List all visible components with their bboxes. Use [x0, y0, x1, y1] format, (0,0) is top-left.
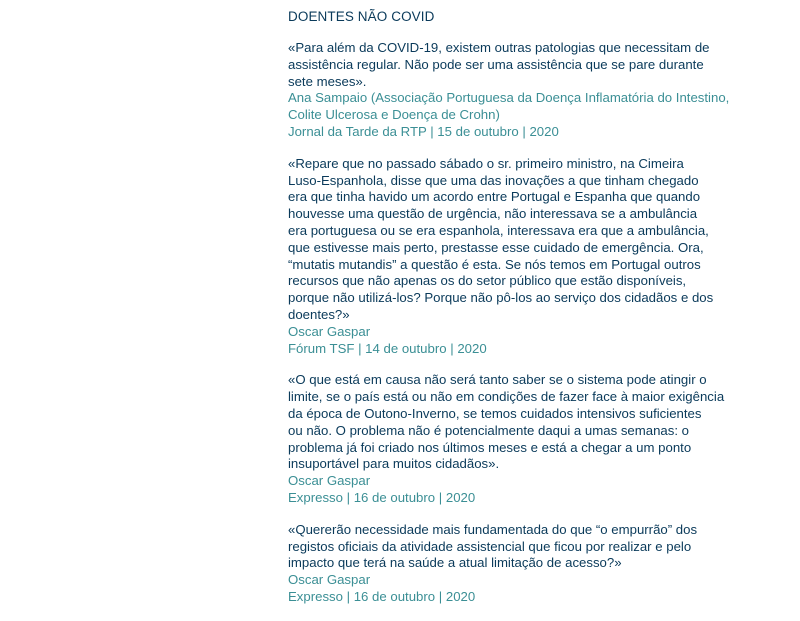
quote-line: «Para além da COVID-19, existem outras patologias que necessitam de — [288, 40, 710, 55]
author-line: Oscar Gaspar — [288, 323, 371, 339]
quote-block — [288, 40, 738, 141]
quote-line: “mutatis mutandis” a questão é esta. Se nós temos em Portugal outros — [288, 256, 701, 272]
quote-author — [288, 572, 738, 589]
quote-author — [288, 324, 738, 341]
quote-line: problema já foi criado nos últimos meses e está a chegar a um ponto — [288, 439, 692, 455]
quote-text — [288, 522, 738, 572]
quote-line: era portuguesa ou se era espanhola, interessava era que a ambulância, — [288, 222, 709, 238]
quote-source: Expresso | 16 de outubro | 2020 — [288, 588, 476, 604]
quote-line: limite, se o país está ou não em condições de fazer face à maior exigência — [288, 389, 725, 405]
quote-line: da época de Outono-Inverno, se temos cuidados intensivos suficientes — [288, 405, 702, 421]
author-line: Oscar Gaspar — [288, 473, 371, 489]
quote-text — [288, 372, 738, 473]
quote-author — [288, 90, 738, 124]
quote-line: «Quererão necessidade mais fundamentada do que “o empurrão” dos — [288, 521, 698, 537]
quote-source: Expresso | 16 de outubro | 2020 — [288, 489, 476, 505]
author-line: Ana Sampaio (Associação Portuguesa da Doença Inflamatória do Intestino, — [288, 90, 730, 106]
quote-line: houvesse uma questão de urgência, não interessava se a ambulância — [288, 206, 698, 222]
quote-line: que estivesse mais perto, prestasse esse cuidado de emergência. Ora, — [288, 239, 704, 255]
quote-block — [288, 372, 738, 506]
quote-line: «Repare que no passado sábado o sr. primeiro ministro, na Cimeira — [288, 155, 684, 171]
quote-line: registos oficiais da atividade assistencial que ficou por realizar e pelo — [288, 538, 692, 554]
quote-line: «O que está em causa não será tanto saber se o sistema pode atingir o — [288, 372, 707, 388]
quote-line: assistência regular. Não pode ser uma assistência que se pare durante — [288, 56, 704, 72]
quote-line: sete meses». — [288, 73, 367, 89]
quote-source: Fórum TSF | 14 de outubro | 2020 — [288, 340, 487, 356]
quote-author — [288, 473, 738, 490]
author-line: Colite Ulcerosa e Doença de Crohn) — [288, 107, 500, 123]
quote-line: era que tinha havido um acordo entre Portugal e Espanha que quando — [288, 189, 701, 205]
quote-line: porque não utilizá-los? Porque não pô-los ao serviço dos cidadãos e dos — [288, 290, 714, 306]
quote-source: Jornal da Tarde da RTP | 15 de outubro | 2020 — [288, 123, 559, 139]
quote-block — [288, 156, 738, 358]
quote-block — [288, 522, 738, 606]
quote-line: impacto que terá na saúde a atual limitação de acesso?» — [288, 555, 622, 571]
quote-text — [288, 40, 738, 90]
quote-line: doentes?» — [288, 306, 350, 322]
quote-text — [288, 156, 738, 324]
quote-line: ou não. O problema não é potencialmente daqui a umas semanas: o — [288, 422, 690, 438]
author-line: Oscar Gaspar — [288, 572, 371, 588]
main-content — [288, 8, 738, 621]
quote-line: recursos que não apenas os do setor público que estão disponíveis, — [288, 273, 687, 289]
quote-line: Luso-Espanhola, disse que uma das inovações a que tinham chegado — [288, 172, 699, 188]
section-title: DOENTES NÃO COVID — [288, 9, 435, 24]
quote-line: insuportável para muitos cidadãos». — [288, 456, 500, 472]
